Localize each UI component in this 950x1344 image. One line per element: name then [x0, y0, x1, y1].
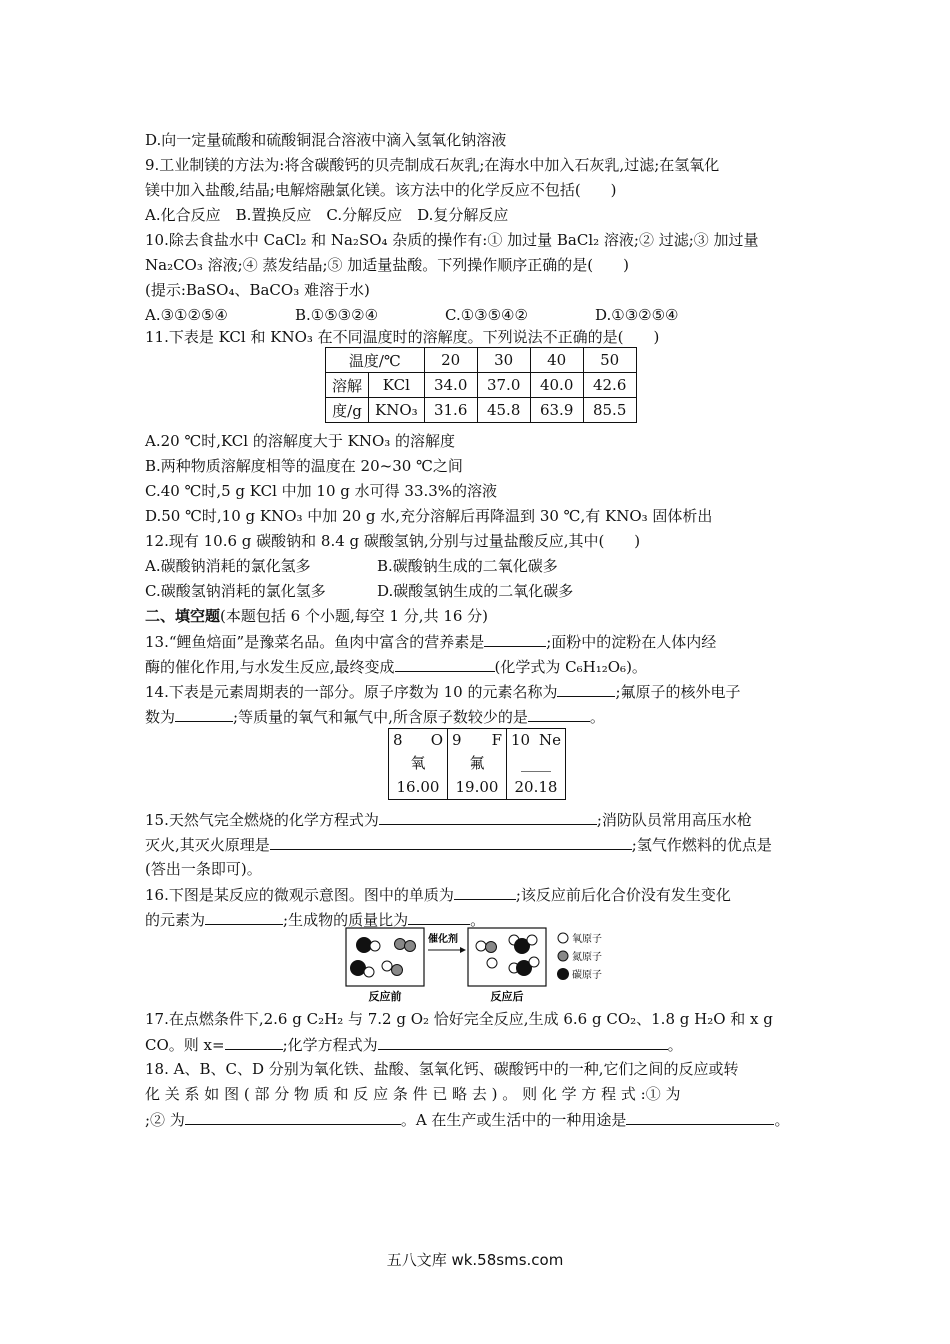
oxygen-atom: [487, 958, 497, 968]
oxygen-atom: [527, 935, 537, 945]
q9-options: A.化合反应 B.置换反应 C.分解反应 D.复分解反应: [145, 206, 509, 224]
kno3-30: 45.8: [477, 398, 530, 423]
q16-blank-2: [205, 909, 283, 925]
q15-text-b: ;消防队员常用高压水枪: [596, 811, 752, 829]
kno3-label: KNO₃: [369, 398, 425, 423]
before-box: [346, 928, 424, 986]
kcl-20: 34.0: [424, 373, 477, 398]
q14-text-b: ;氟原子的核外电子: [615, 683, 741, 701]
q14-blank-3: [528, 706, 590, 722]
q9-stem-line2: 镁中加入盐酸,结晶;电解熔融氯化镁。该方法中的化学反应不包括( ): [145, 181, 617, 199]
q16-blank-1: [454, 884, 516, 900]
q14-text-e: 。: [589, 708, 605, 726]
footer-watermark: 五八文库 wk.58sms.com: [386, 1251, 564, 1269]
q16-text-d: ;生成物的质量比为: [283, 911, 409, 929]
catalyst-label: 催化剂: [428, 934, 458, 945]
q17-text-d: 。: [667, 1036, 683, 1054]
temp-30: 30: [477, 348, 530, 373]
nitrogen-atom: [486, 942, 497, 953]
q15-text-a: 15.天然气完全燃烧的化学方程式为: [145, 811, 379, 829]
q18-blank-1: [185, 1109, 401, 1125]
q13-blank-1: [484, 631, 546, 647]
before-label: 反应前: [368, 990, 402, 1003]
q17-text-c: ;化学方程式为: [282, 1036, 378, 1054]
q9-stem-line1: 9.工业制镁的方法为:将含碳酸钙的贝壳制成石灰乳;在海水中加入石灰乳,过滤;在氢氧化: [145, 156, 720, 174]
legend-nitrogen-icon: [558, 951, 568, 961]
oxygen-atom: [382, 961, 392, 971]
q10-option-b: B.①⑤③②④: [295, 306, 379, 324]
kcl-50: 42.6: [583, 373, 636, 398]
oxygen-symbol: O: [430, 731, 443, 749]
q10-stem-line2: Na₂CO₃ 溶液;④ 蒸发结晶;⑤ 加适量盐酸。下列操作顺序正确的是( ): [145, 256, 629, 274]
q10-option-c: C.①③⑤④②: [445, 306, 528, 324]
q14-text-c: 数为: [145, 708, 176, 726]
element-cell-oxygen: [389, 729, 448, 800]
q18-blank-2: [626, 1109, 774, 1125]
q12-options-cd: [145, 581, 573, 601]
arrow-head: [460, 947, 466, 953]
q12-options-ab: [145, 556, 558, 576]
section-2-note: (本题包括 6 个小题,每空 1 分,共 16 分): [220, 607, 489, 625]
legend-nitrogen: 氮原子: [572, 952, 602, 963]
q14-blank-1: [557, 681, 615, 697]
nitrogen-atom: [392, 965, 403, 976]
q15-text-d: ;氢气作燃料的优点是: [631, 836, 772, 854]
q18-text-d: 。A 在生产或生活中的一种用途是: [400, 1111, 627, 1129]
q13-line2: [145, 656, 647, 677]
q18-line2: 化 关 系 如 图 ( 部 分 物 质 和 反 应 条 件 已 略 去 ) 。 则 化 学 方 程 式 :① 为: [145, 1085, 681, 1103]
q14-blank-2: [175, 706, 233, 722]
q11-option-c: C.40 ℃时,5 g KCl 中加 10 g 水可得 33.3%的溶液: [145, 482, 498, 500]
q16-blank-3: [408, 909, 470, 925]
q12-option-d: D.碳酸氢钠生成的二氧化碳多: [377, 582, 574, 600]
q17-text-b: CO。则 x=: [145, 1036, 225, 1054]
oxygen-number: 8: [393, 731, 403, 749]
q15-text-c: 灭火,其灭火原理是: [145, 836, 270, 854]
q15-blank-1: [379, 809, 597, 825]
solubility-table: [325, 347, 637, 423]
row-label-1: 溶解: [326, 373, 369, 398]
table-header-temp: 温度/℃: [326, 348, 425, 373]
oxygen-atom: [370, 941, 380, 951]
q12-option-c: C.碳酸氢钠消耗的氯化氢多: [145, 582, 326, 600]
neon-number: 10: [511, 731, 531, 749]
q11-stem: 11.下表是 KCl 和 KNO₃ 在不同温度时的溶解度。下列说法不正确的是( ): [145, 328, 660, 346]
q14-text-a: 14.下表是元素周期表的一部分。原子序数为 10 的元素名称为: [145, 683, 558, 701]
kno3-40: 63.9: [530, 398, 583, 423]
fluorine-symbol: F: [491, 731, 502, 749]
element-cell-neon: [507, 729, 566, 800]
q16-text-a: 16.下图是某反应的微观示意图。图中的单质为: [145, 886, 454, 904]
q10-hint: (提示:BaSO₄、BaCO₃ 难溶于水): [145, 281, 370, 299]
q16-line1: [145, 884, 731, 905]
kcl-40: 40.0: [530, 373, 583, 398]
q18-text-e: 。: [774, 1111, 790, 1129]
q13-text-a: 13.“鲤鱼焙面”是豫菜名品。鱼肉中富含的营养素是: [145, 633, 485, 651]
q13-text-b: ;面粉中的淀粉在人体内经: [546, 633, 717, 651]
kno3-20: 31.6: [424, 398, 477, 423]
nitrogen-atom: [395, 939, 406, 950]
q11-option-a: A.20 ℃时,KCl 的溶解度大于 KNO₃ 的溶解度: [145, 432, 456, 450]
oxygen-atom: [364, 967, 374, 977]
legend-oxygen: 氧原子: [572, 934, 602, 945]
nitrogen-atom: [405, 941, 416, 952]
temp-50: 50: [583, 348, 636, 373]
reaction-micro-diagram: [342, 926, 612, 1004]
q13-blank-2: [395, 656, 495, 672]
neon-mass: 20.18: [514, 778, 558, 796]
q8-option-d: D.向一定量硫酸和硫酸铜混合溶液中滴入氢氧化钠溶液: [145, 131, 507, 149]
legend-oxygen-icon: [558, 933, 568, 943]
q16-text-e: 。: [470, 911, 486, 929]
q10-stem-line1: 10.除去食盐水中 CaCl₂ 和 Na₂SO₄ 杂质的操作有:① 加过量 BaCl₂ 溶液;② 过滤;③ 加过量: [145, 231, 759, 249]
q17-blank-1: [225, 1034, 283, 1050]
q15-line1: [145, 809, 752, 830]
after-label: 反应后: [490, 990, 524, 1003]
q11-option-b: B.两种物质溶解度相等的温度在 20~30 ℃之间: [145, 457, 463, 475]
neon-name-blank: ____: [521, 754, 551, 772]
q18-line3: [145, 1109, 789, 1130]
temp-40: 40: [530, 348, 583, 373]
q18-line1: 18. A、B、C、D 分别为氧化铁、盐酸、氢氧化钙、碳酸钙中的一种,它们之间的反应或转: [145, 1060, 739, 1078]
q17-line2: [145, 1034, 683, 1055]
q16-text-b: ;该反应前后化合价没有发生变化: [515, 886, 731, 904]
q16-text-c: 的元素为: [145, 911, 206, 929]
kno3-50: 85.5: [583, 398, 636, 423]
q15-line2: [145, 834, 772, 855]
q15-line3: (答出一条即可)。: [145, 860, 262, 878]
fluorine-number: 9: [452, 731, 462, 749]
q13-text-c: 酶的催化作用,与水发生反应,最终变成: [145, 658, 395, 676]
q14-line1: [145, 681, 741, 702]
q14-line2: [145, 706, 605, 727]
section-2-heading: [145, 606, 488, 626]
oxygen-mass: 16.00: [396, 778, 440, 796]
row-label-2: 度/g: [326, 398, 369, 423]
neon-symbol: Ne: [538, 731, 561, 749]
q10-option-a: A.③①②⑤④: [145, 306, 228, 324]
q14-text-d: ;等质量的氧气和氟气中,所含原子数较少的是: [233, 708, 528, 726]
carbon-atom: [350, 960, 366, 976]
kcl-30: 37.0: [477, 373, 530, 398]
legend-carbon-icon: [557, 968, 569, 980]
section-2-title: 二、填空题: [145, 607, 221, 625]
element-cell-fluorine: [448, 729, 507, 800]
kcl-label: KCl: [369, 373, 425, 398]
q13-line1: [145, 631, 716, 652]
q11-option-d: D.50 ℃时,10 g KNO₃ 中加 20 g 水,充分溶解后再降温到 30 ℃,有 KNO₃ 固体析出: [145, 507, 713, 525]
q10-options: [145, 305, 679, 325]
q18-text-c: ;② 为: [145, 1111, 185, 1129]
q17-line1: 17.在点燃条件下,2.6 g C₂H₂ 与 7.2 g O₂ 恰好完全反应,生成 6.6 g CO₂、1.8 g H₂O 和 x g: [145, 1010, 773, 1028]
legend-carbon: 碳原子: [572, 970, 602, 981]
oxygen-name: 氧: [410, 754, 426, 772]
q13-text-d: (化学式为 C₆H₁₂O₆)。: [494, 658, 647, 676]
q12-option-b: B.碳酸钠生成的二氧化碳多: [377, 557, 558, 575]
temp-20: 20: [424, 348, 477, 373]
q12-option-a: A.碳酸钠消耗的氯化氢多: [145, 557, 311, 575]
oxygen-atom: [476, 941, 486, 951]
oxygen-atom: [529, 957, 539, 967]
q15-blank-2: [270, 834, 632, 850]
q17-blank-2: [378, 1034, 668, 1050]
q12-stem: 12.现有 10.6 g 碳酸钠和 8.4 g 碳酸氢钠,分别与过量盐酸反应,其中( ): [145, 532, 641, 550]
periodic-table-excerpt: [388, 728, 566, 800]
fluorine-mass: 19.00: [455, 778, 499, 796]
fluorine-name: 氟: [469, 754, 485, 772]
q10-option-d: D.①③②⑤④: [595, 306, 679, 324]
